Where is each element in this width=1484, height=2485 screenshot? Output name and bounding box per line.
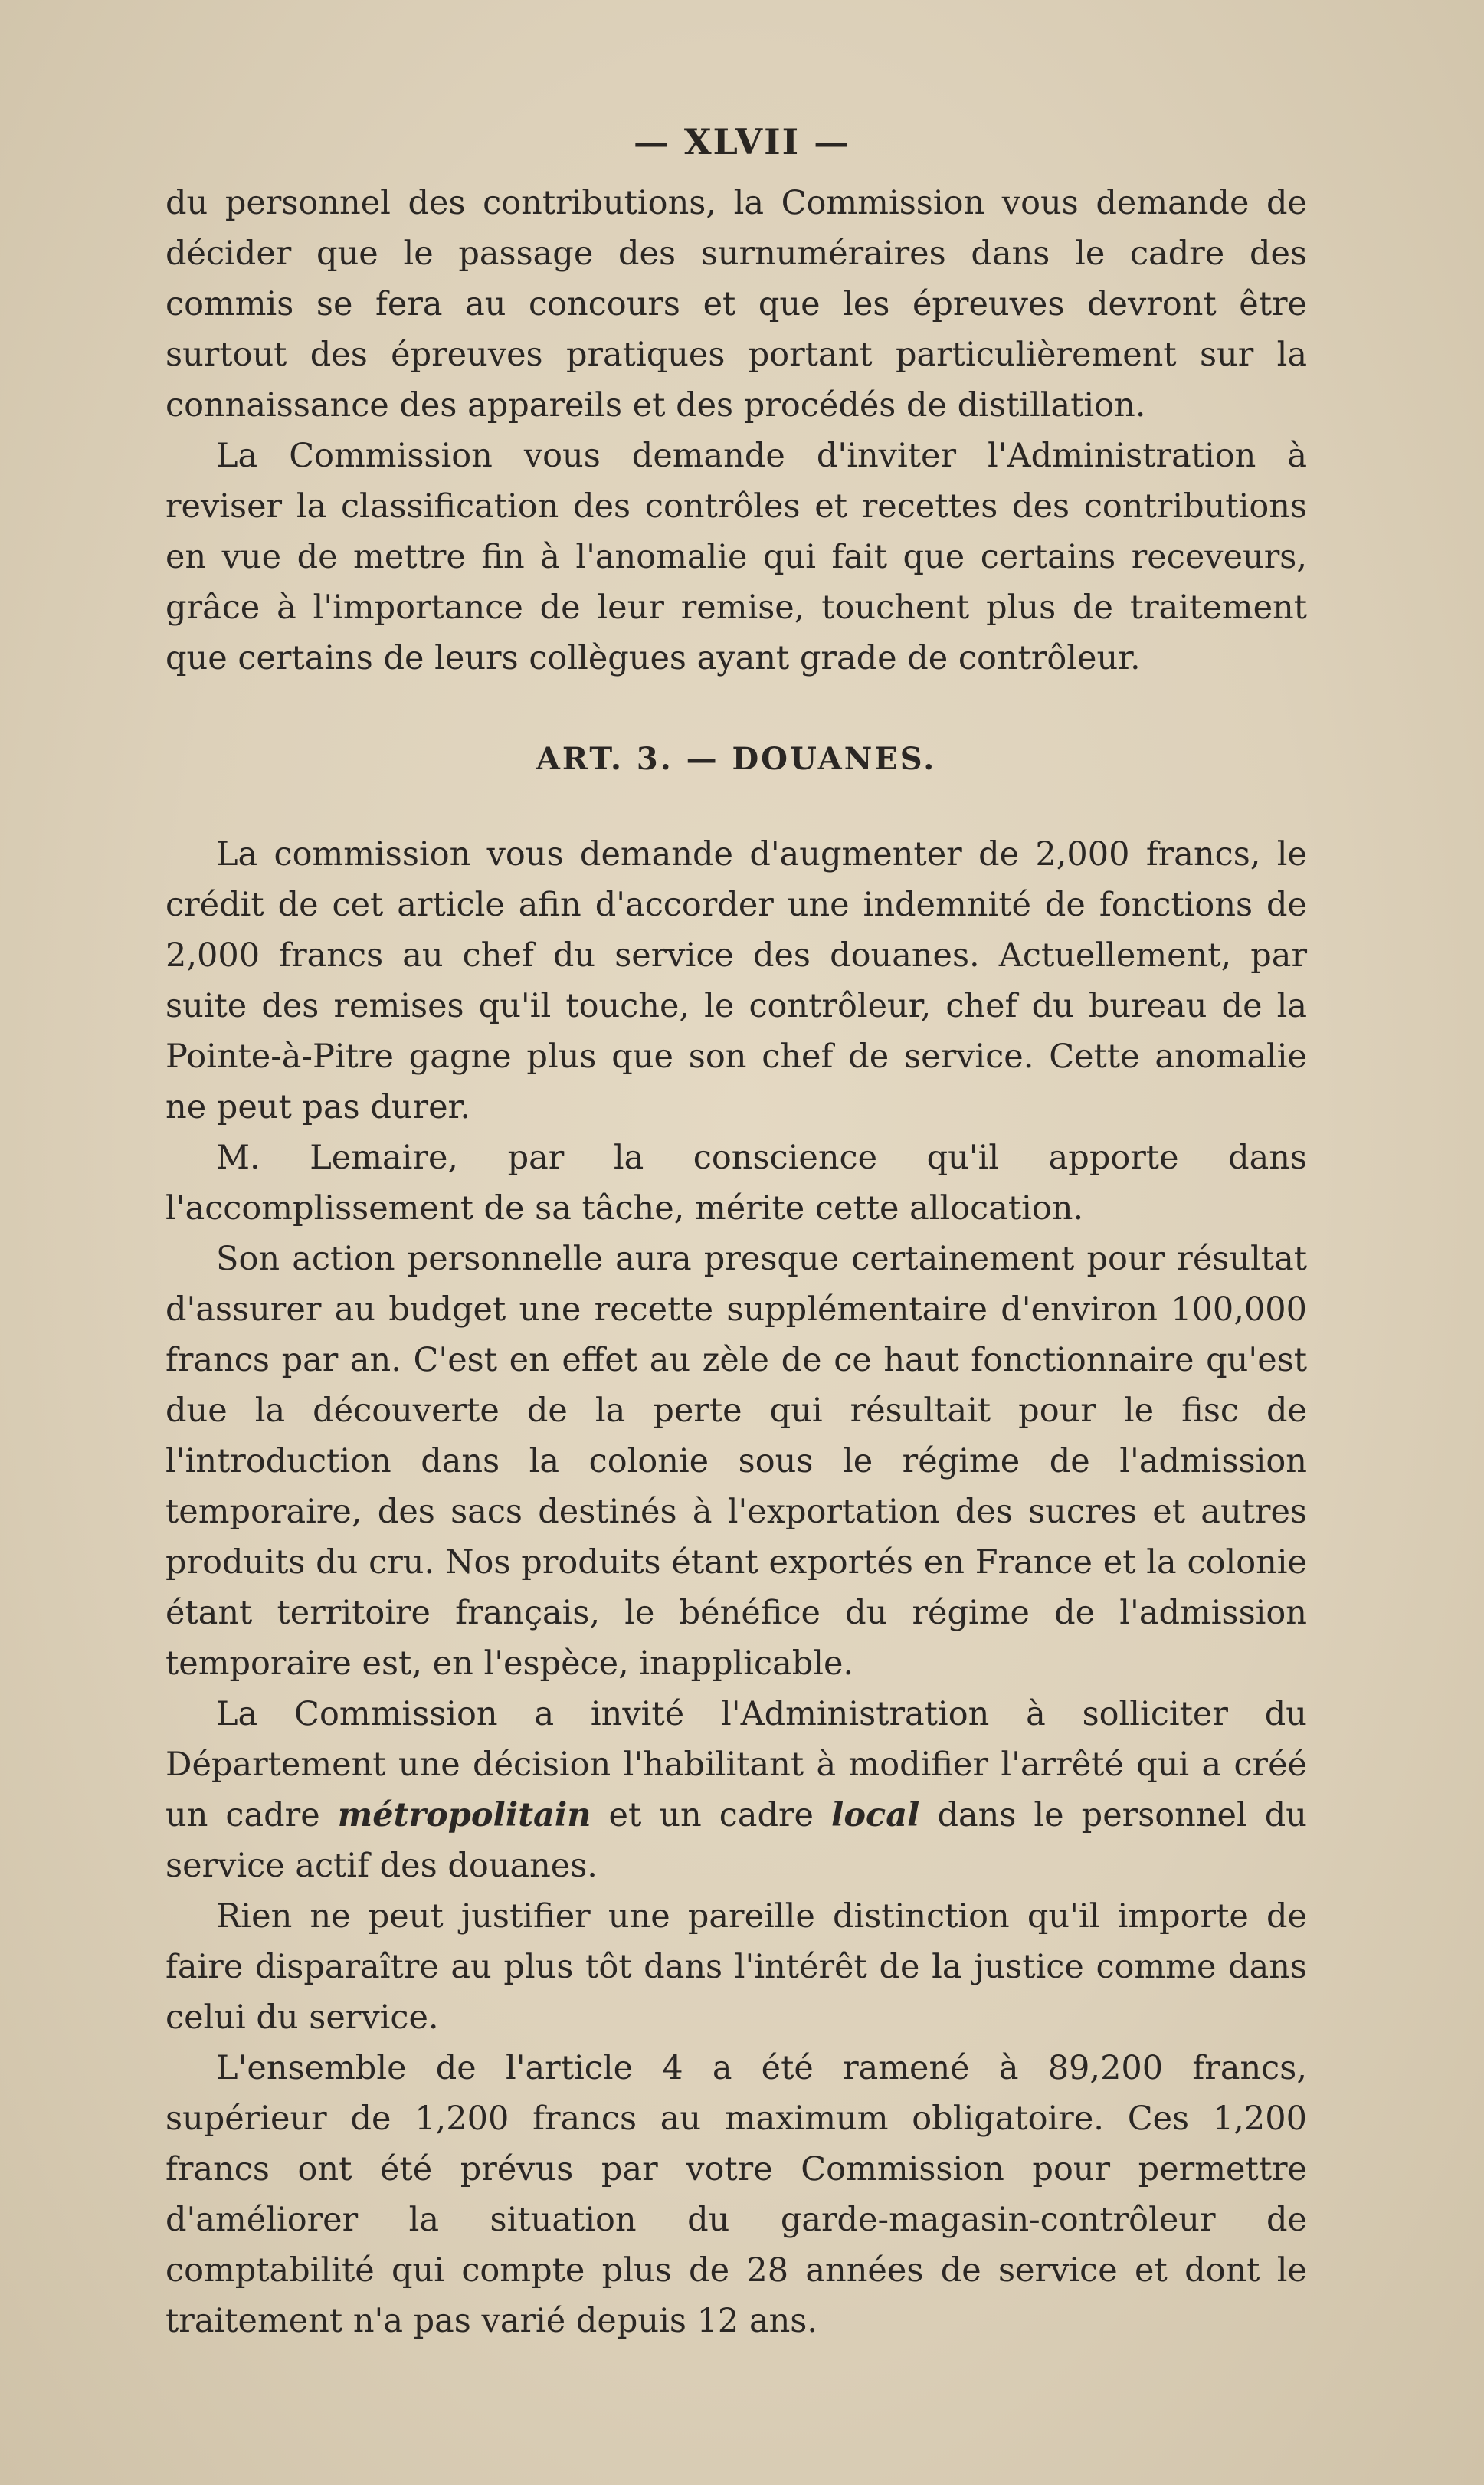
paragraph-5: Son action personnelle aura presque certainement pour résultat d'assurer au budget une recette supplémentaire d'environ 100,000 francs par an. C'est en effet au zèle de ce haut fonctionnaire qu'est due la découverte de la perte qui résultait pour le fisc de l'introduction dans la colonie sous le régime de l'admission temporaire, des sacs destinés à l'exportation des sucres et autres produits du cru. Nos produits étant exportés en France et la colonie étant territoire français, le bénéfice du régime de l'admission temporaire est, en l'espèce, inapplicable. [165,1240,1307,1683]
paragraph-6-part-a: La Commission a invité l'Administration à solliciter du Département une décision l'habilitant à modifier l'arrêté qui a créé un cadre [165,1695,1307,1834]
paragraph-6-italic-metropolitain: métropolitain [337,1796,591,1834]
body-text [165,178,1307,2346]
paragraph-1: du personnel des contributions, la Commission vous demande de décider que le passage des surnuméraires dans le cadre des commis se fera au concours et que les épreuves devront être surtout des épreuves pratiques portant particulièrement sur la connaissance des appareils et des procédés de distillation. [165,184,1307,425]
paragraph-2: La Commission vous demande d'inviter l'Administration à reviser la classification des contrôles et recettes des contributions en vue de mettre fin à l'anomalie qui fait que certains receveurs, grâce à l'importance de leur remise, touchent plus de traitement que certains de leurs collègues ayant grade de contrôleur. [165,437,1307,677]
paragraph-6-part-c: et un cadre [591,1796,832,1834]
paragraph-7: Rien ne peut justifier une pareille distinction qu'il importe de faire disparaître au plus tôt dans l'intérêt de la justice comme dans celui du service. [165,1897,1307,2037]
paragraph-8: L'ensemble de l'article 4 a été ramené à 89,200 francs, supérieur de 1,200 francs au maximum obligatoire. Ces 1,200 francs ont été prévus par votre Commission pour permettre d'améliorer la situation du garde-magasin-contrôleur de comptabilité qui compte plus de 28 années de service et dont le traitement n'a pas varié depuis 12 ans. [165,2049,1307,2340]
paragraph-6-part-e: dans le personnel du service actif des douanes. [165,1796,1307,1885]
paragraph-4: M. Lemaire, par la conscience qu'il apporte dans l'accomplissement de sa tâche, mérite cette allocation. [165,1139,1307,1228]
section-heading-douanes: ART. 3. — DOUANES. [536,741,937,777]
paragraph-3: La commission vous demande d'augmenter de 2,000 francs, le crédit de cet article afin d'accorder une indemnité de fonctions de 2,000 francs au chef du service des douanes. Actuellement, par suite des remises qu'il touche, le contrôleur, chef du bureau de la Pointe-à-Pitre gagne plus que son chef de service. Cette anomalie ne peut pas durer. [165,835,1307,1126]
paragraph-6-italic-local: local [831,1796,920,1834]
page-number-header: — XLVII — [633,121,851,162]
paragraph-6 [165,1689,1307,1891]
